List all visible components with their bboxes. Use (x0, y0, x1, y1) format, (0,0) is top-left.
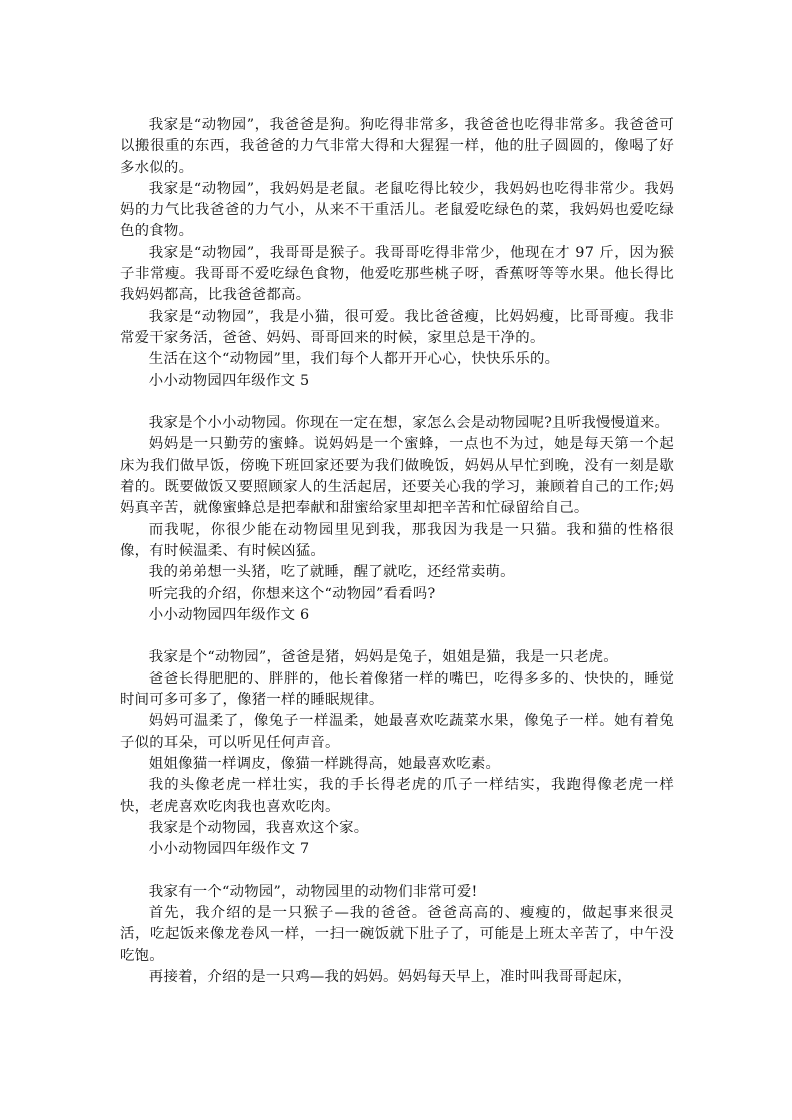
paragraph: 妈妈可温柔了，像兔子一样温柔，她最喜欢吃蔬菜水果，像兔子一样。她有着兔子似的耳朵，可以听见任何声音。 (120, 713, 674, 751)
paragraph: 我家是“动物园”，我哥哥是猴子。我哥哥吃得非常少，他现在才 97 斤，因为猴子非常瘦。我哥哥不爱吃绿色食物，他爱吃那些桃子呀，香蕉呀等等水果。他长得比我妈妈都高，比我爸爸都高。 (120, 244, 674, 304)
essay-title: 小小动物园四年级作文 7 (148, 841, 310, 858)
blank-line (120, 392, 674, 413)
paragraph: 首先，我介绍的是一只猴子—我的爸爸。爸爸高高的、瘦瘦的，做起事来很灵活，吃起饭来像龙卷风一样，一扫一碗饭就下肚子了，可能是上班太辛苦了，中午没吃饱。 (120, 904, 674, 964)
paragraph: 而我呢，你很少能在动物园里见到我，那我因为我是一只猫。我和猫的性格很像，有时候温柔、有时候凶猛。 (120, 521, 674, 559)
paragraph: 我家是个“动物园”，爸爸是猪，妈妈是兔子，姐姐是猫，我是一只老虎。 (148, 649, 618, 666)
paragraph: 我家是“动物园”，我爸爸是狗。狗吃得非常多，我爸爸也吃得非常多。我爸爸可以搬很重的东西，我爸爸的力气非常大得和大猩猩一样，他的肚子圆圆的，像喝了好多水似的。 (120, 117, 674, 176)
paragraph: 我的头像老虎一样壮实，我的手长得老虎的爪子一样结实，我跑得像老虎一样快，老虎喜欢吃肉我也喜欢吃肉。 (120, 777, 674, 815)
paragraph: 我家是个小小动物园。你现在一定在想，家怎么会是动物园呢?且听我慢慢道来。 (148, 415, 670, 432)
paragraph: 听完我的介绍，你想来这个“动物园”看看吗? (148, 585, 436, 602)
paragraph: 姐姐像猫一样调皮，像猫一样跳得高，她最喜欢吃素。 (148, 755, 501, 772)
paragraph: 妈妈是一只勤劳的蜜蜂。说妈妈是一个蜜蜂，一点也不为过，她是每天第一个起床为我们做早饭，傍晚下班回家还要为我们做晚饭，妈妈从早忙到晚，没有一刻是歇着的。既要做饭又要照顾家人的生活起居，还要关心我的学习，兼顾着自己的工作;妈妈真辛苦，就像蜜蜂总是把奉献和甜蜜给家里却把辛苦和忙碌留给自己。 (120, 436, 674, 517)
essay-title: 小小动物园四年级作文 6 (148, 606, 310, 623)
paragraph: 我的弟弟想一头猪，吃了就睡，醒了就吃，还经常卖萌。 (148, 564, 515, 581)
blank-line (120, 626, 674, 647)
essay-title: 小小动物园四年级作文 5 (148, 372, 310, 389)
blank-line (120, 860, 674, 881)
paragraph: 我家是“动物园”，我是小猫，很可爱。我比爸爸瘦，比妈妈瘦，比哥哥瘦。我非常爱干家务活，爸爸、妈妈、哥哥回来的时候，家里总是干净的。 (120, 308, 674, 346)
paragraph: 我家是个动物园，我喜欢这个家。 (148, 819, 369, 836)
paragraph: 爸爸长得肥肥的、胖胖的，他长着像猪一样的嘴巴，吃得多多的、快快的，睡觉时间可多可多了，像猪一样的睡眠规律。 (120, 670, 674, 709)
paragraph: 生活在这个“动物园”里，我们每个人都开开心心，快快乐乐的。 (148, 351, 560, 368)
paragraph: 再接着，介绍的是一只鸡—我的妈妈。妈妈每天早上，准时叫我哥哥起床， (148, 968, 632, 985)
essay-section (120, 839, 674, 988)
essay-section (120, 115, 674, 371)
essay-section (120, 371, 674, 605)
essay-section (120, 605, 674, 839)
paragraph: 我家有一个“动物园”，动物园里的动物们非常可爱! (148, 883, 478, 900)
paragraph: 我家是“动物园”，我妈妈是老鼠。老鼠吃得比较少，我妈妈也吃得非常少。我妈妈的力气比我爸爸的力气小，从来不干重活儿。老鼠爱吃绿色的菜，我妈妈也爱吃绿色的食物。 (120, 180, 674, 240)
